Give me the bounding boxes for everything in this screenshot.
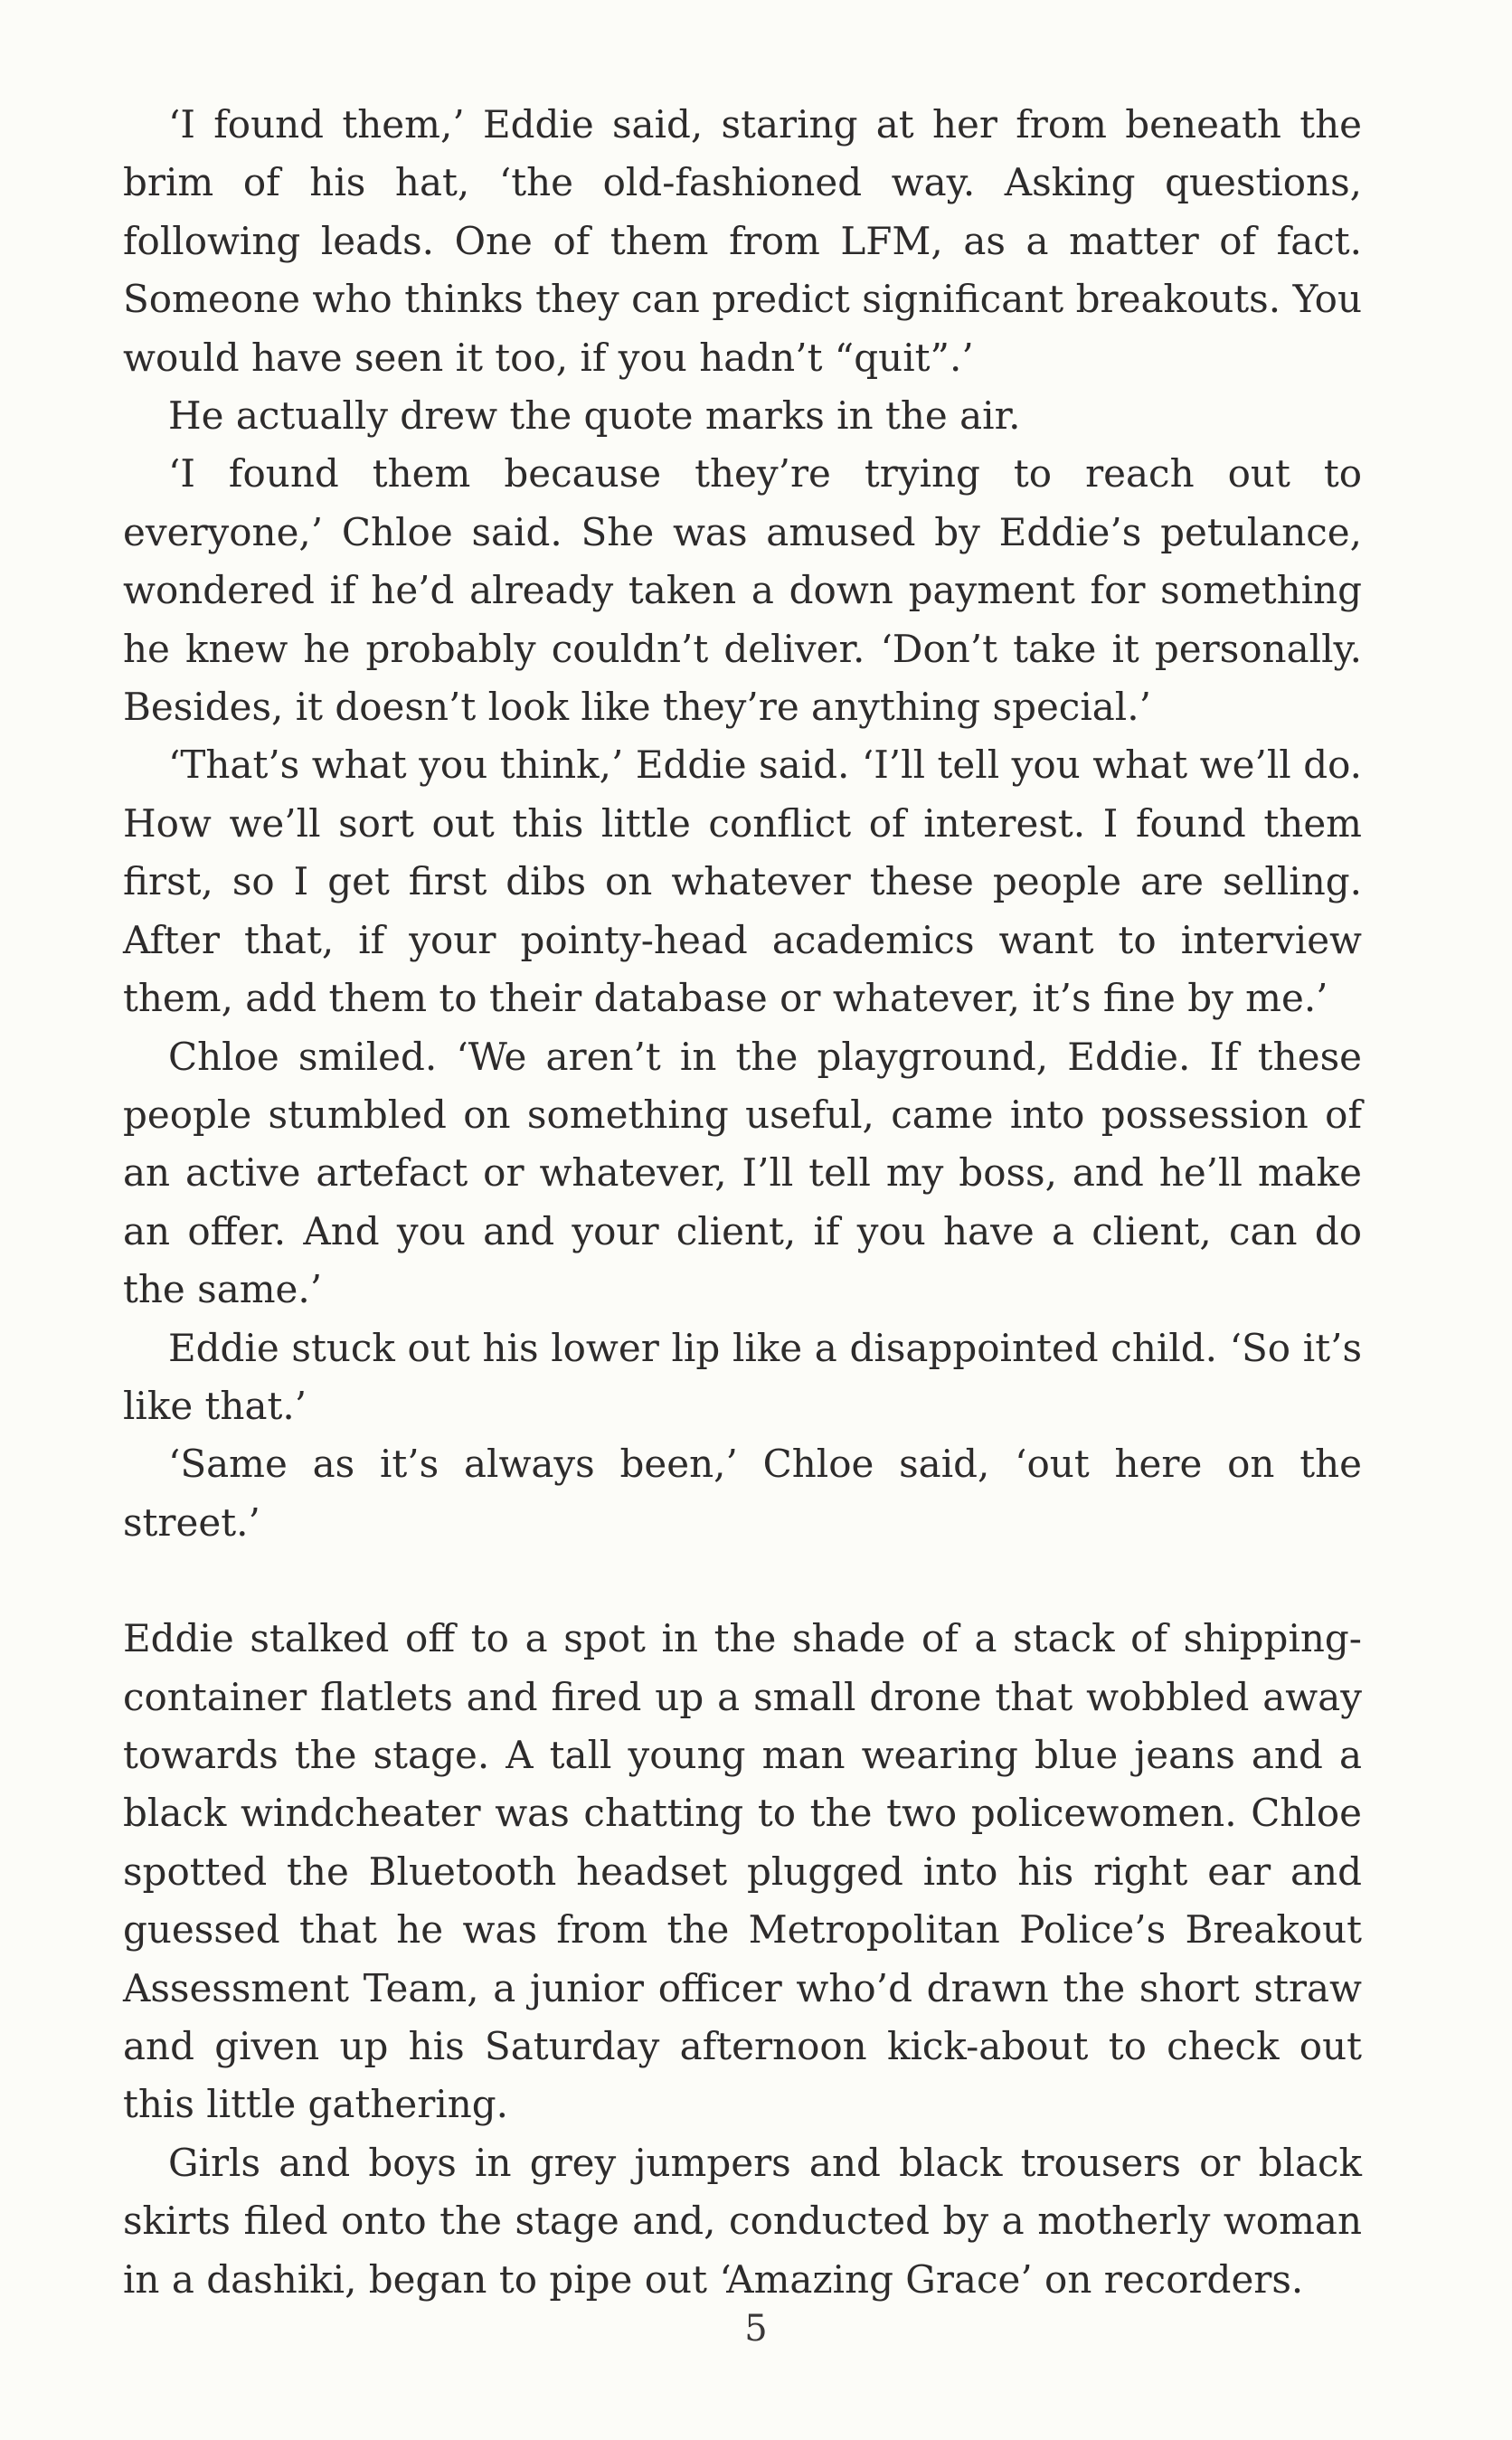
paragraph-4: ‘That’s what you think,’ Eddie said. ‘I’ll tell you what we’ll do. How we’ll sort out this little conflict of interest. I found them first, so I get first dibs on whatever these people are selling. After that, if your pointy-head academics want to interview them, add them to their database or whatever, it’s fine by me.’	[123, 742, 1362, 1021]
paragraph-8: Eddie stalked off to a spot in the shade of a stack of shipping-container flatlets and fired up a small drone that wobbled away towards the stage. A tall young man wearing blue jeans and a black windcheater was chatting to the two policewomen. Chloe spotted the Bluetooth headset plugged into his right ear and guessed that he was from the Metropolitan Police’s Breakout Assessment Team, a junior officer who’d drawn the short straw and given up his Saturday afternoon kick-about to check out this little gathering.	[123, 1616, 1362, 2127]
paragraph-2: He actually drew the quote marks in the air.	[168, 393, 1021, 439]
paragraph-6: Eddie stuck out his lower lip like a disappointed child. ‘So it’s like that.’	[123, 1325, 1362, 1428]
paragraph-1: ‘I found them,’ Eddie said, staring at her from beneath the brim of his hat, ‘the old-fashioned way. Asking questions, following leads. One of them from LFM, as a matter of fact. Someone who thinks they can predict significant breakouts. You would have seen it too, if you hadn’t “quit”.’	[123, 102, 1362, 380]
paragraph-5: Chloe smiled. ‘We aren’t in the playground, Eddie. If these people stumbled on something useful, came into possession of an active artefact or whatever, I’ll tell my boss, and he’ll make an offer. And you and your client, if you have a client, can do the same.’	[123, 1034, 1362, 1312]
paragraph-7: ‘Same as it’s always been,’ Chloe said, ‘out here on the street.’	[123, 1442, 1362, 1545]
paragraph-3: ‘I found them because they’re trying to reach out to everyone,’ Chloe said. She was amused by Eddie’s petulance, wondered if he’d already taken a down payment for something he knew he probably couldn’t deliver. ‘Don’t take it personally. Besides, it doesn’t look like they’re anything special.’	[123, 451, 1362, 730]
page-number: 5	[744, 2308, 768, 2350]
section-break	[123, 1552, 1362, 1610]
body-text	[123, 96, 1362, 2309]
paragraph-9: Girls and boys in grey jumpers and black trousers or black skirts filed onto the stage and, conducted by a motherly woman in a dashiki, began to pipe out ‘Amazing Grace’ on recorders.	[123, 2140, 1362, 2302]
